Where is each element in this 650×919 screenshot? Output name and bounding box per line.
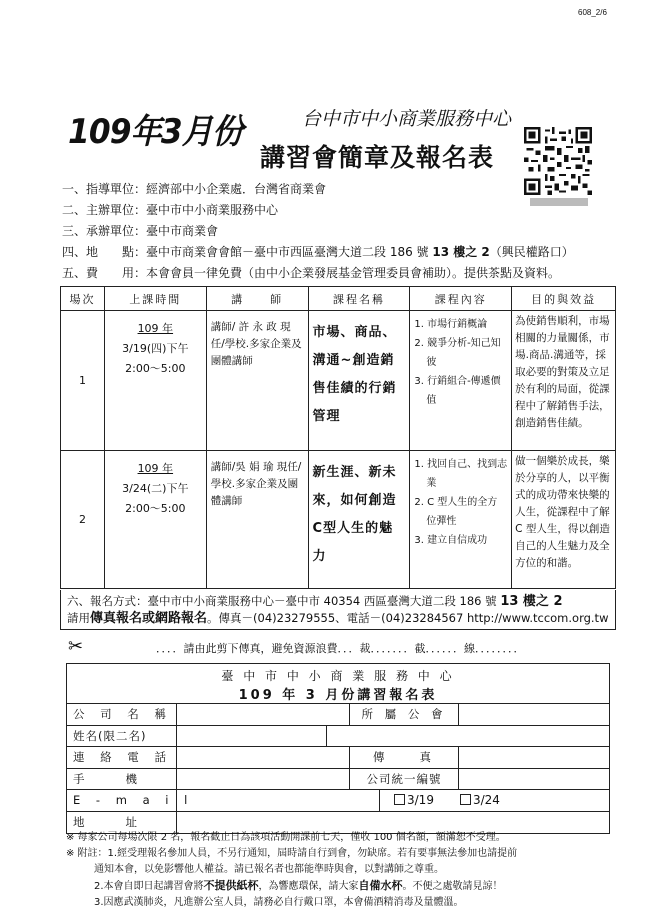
form-row-phone (67, 747, 609, 769)
checkbox-icon[interactable] (394, 794, 405, 805)
session-goal: 做一個樂於成長，樂於分享的人，以平衡式的成功帶來快樂的人生，從課程中了解 C 型人生，得以創造自己的人生魅力及全方位的和諧。 (512, 451, 616, 589)
registration-method: 六、報名方式：臺中市中小商業服務中心－臺中市 40354 西區臺灣大道二段 186 號 13 樓之 2 請用傳真報名或網路報名。傳真－(04)23279555、電話－(04)23284567 http://www.tccom.org.tw (60, 590, 616, 630)
info-fee: 五、費 用：本會會員一律免費（由中小企業發展基金管理委員會補助）。提供茶點及資料。 (62, 266, 561, 280)
note-2-cont: 通知本會，以免影響他人權益。請已報名者也都能準時與會，以對講師之尊重。 (94, 864, 444, 875)
email-field[interactable] (177, 790, 379, 811)
note-2: ※ 附註：1.經受理報名參加人員，不另行通知，屆時請自行到會，勿缺席。若有要事無法參加也請提前 (66, 848, 518, 859)
table-header-row (61, 287, 616, 311)
title-year-month: 109年3月份 (68, 112, 243, 152)
fax-label: 傳 真 (349, 747, 459, 768)
header-course-content: 課程內容 (410, 287, 512, 311)
session-number: 2 (61, 451, 105, 589)
name-field-2[interactable] (327, 726, 609, 747)
mobile-field[interactable] (177, 769, 349, 790)
info-host: 二、主辦單位：臺中市中小商業服務中心 (62, 203, 279, 217)
cut-line-text: ．．．．請由此剪下傳真，避免資源浪費．．．裁．．．．．．．截．．．．．．線．．．．．．．． (156, 642, 525, 655)
session-date: 109 年 3/19(四)下午 2:00～5:00 (104, 311, 206, 451)
form-org: 臺 中 市 中 小 商 業 服 務 中 心 (221, 669, 455, 683)
session-teacher: 講師/ 許 永 政 現任/學校.多家企業及團體講師 (206, 311, 308, 451)
form-row-mobile (67, 769, 609, 791)
session-checkboxes (379, 790, 609, 811)
session-goal: 為使銷售順利，市場相關的力量關係，市場.商品.溝通等，採取必要的對策及立足於有利的局面，從課程中了解銷售手法，創造銷售佳績。 (512, 311, 616, 451)
tax-id-field[interactable] (459, 769, 609, 790)
note-3: 2.本會自即日起講習會將不提供紙杯，為響應環保，請大家自備水杯。不便之處敬請見諒！ (94, 879, 503, 892)
organizer-title: 台中市中小商業服務中心 (302, 108, 512, 130)
note-1: ※ 每家公司每場次限 2 名，報名截止日為該項活動開課前七天，僅收 100 個名額，額滿恕不受理。 (66, 832, 506, 843)
company-name-label: 公 司 名 稱 (67, 704, 177, 725)
affiliation-field[interactable] (459, 704, 609, 725)
notes (66, 830, 626, 911)
affiliation-label: 所 屬 公 會 (349, 704, 459, 725)
qr-caption-stripe (530, 198, 588, 206)
header-teacher: 講 師 (206, 287, 308, 311)
registration-form (66, 663, 610, 834)
checkbox-0324[interactable]: 3/24 (460, 793, 500, 807)
checkbox-0319[interactable]: 3/19 (394, 793, 434, 807)
form-header (67, 664, 609, 704)
tax-id-label: 公司統一編號 (349, 769, 459, 790)
phone-label: 連 絡 電 話 (67, 747, 177, 768)
name-field-1[interactable] (177, 726, 327, 747)
session-course-name: 市場、商品、溝通~創造銷售佳績的行銷管理 (308, 311, 410, 451)
page-reference: 608_2/6 (578, 8, 607, 17)
page-title: 講習會簡章及報名表 (260, 143, 495, 172)
scissors-icon: ✂ (68, 636, 84, 657)
session-teacher: 講師/吳 娟 瑜 現任/學校.多家企業及團體講師 (206, 451, 308, 589)
info-organizer: 三、承辦單位：臺中市商業會 (62, 224, 219, 238)
header-goal: 目的與效益 (512, 287, 616, 311)
session-date: 109 年 3/24(二)下午 2:00～5:00 (104, 451, 206, 589)
name-label: 姓名(限二名) (67, 726, 177, 747)
fax-field[interactable] (459, 747, 609, 768)
session-content: 1. 找回自己、找到志業 2. C 型人生的全方位彈性 3. 建立自信成功 (410, 451, 512, 589)
info-guidance: 一、指導單位：經濟部中小企業處．台灣省商業會 (62, 182, 327, 196)
session-number: 1 (61, 311, 105, 451)
company-name-field[interactable] (177, 704, 349, 725)
checkbox-icon[interactable] (460, 794, 471, 805)
header-time: 上課時間 (104, 287, 206, 311)
address-label: 地 址 (67, 812, 177, 834)
session-course-name: 新生涯、新未來，如何創造C型人生的魅力 (308, 451, 410, 589)
table-row (61, 311, 616, 451)
form-row-name (67, 726, 609, 748)
course-table (60, 286, 616, 589)
form-row-email (67, 790, 609, 812)
cut-line (66, 636, 606, 657)
header-session: 場次 (61, 287, 105, 311)
form-row-company (67, 704, 609, 726)
table-row (61, 451, 616, 589)
header-course-name: 課程名稱 (308, 287, 410, 311)
session-content: 1. 市場行銷概論 2. 競爭分析-知己知彼 3. 行銷組合-傳遞價值 (410, 311, 512, 451)
email-label: E - m a i l (67, 790, 177, 811)
mobile-label: 手 機 (67, 769, 177, 790)
form-title: 109 年 3 月份講習報名表 (238, 688, 438, 703)
phone-field[interactable] (177, 747, 349, 768)
note-4: 3.因應武漢肺炎，凡進辦公室人員，請務必自行戴口罩，本會備酒精消毒及量體溫。 (94, 897, 464, 908)
qr-code-icon (524, 126, 592, 196)
info-location: 四、地 點：臺中市商業會會館－臺中市西區臺灣大道二段 186 號 13 樓之 2（興民權路口） (62, 245, 574, 259)
